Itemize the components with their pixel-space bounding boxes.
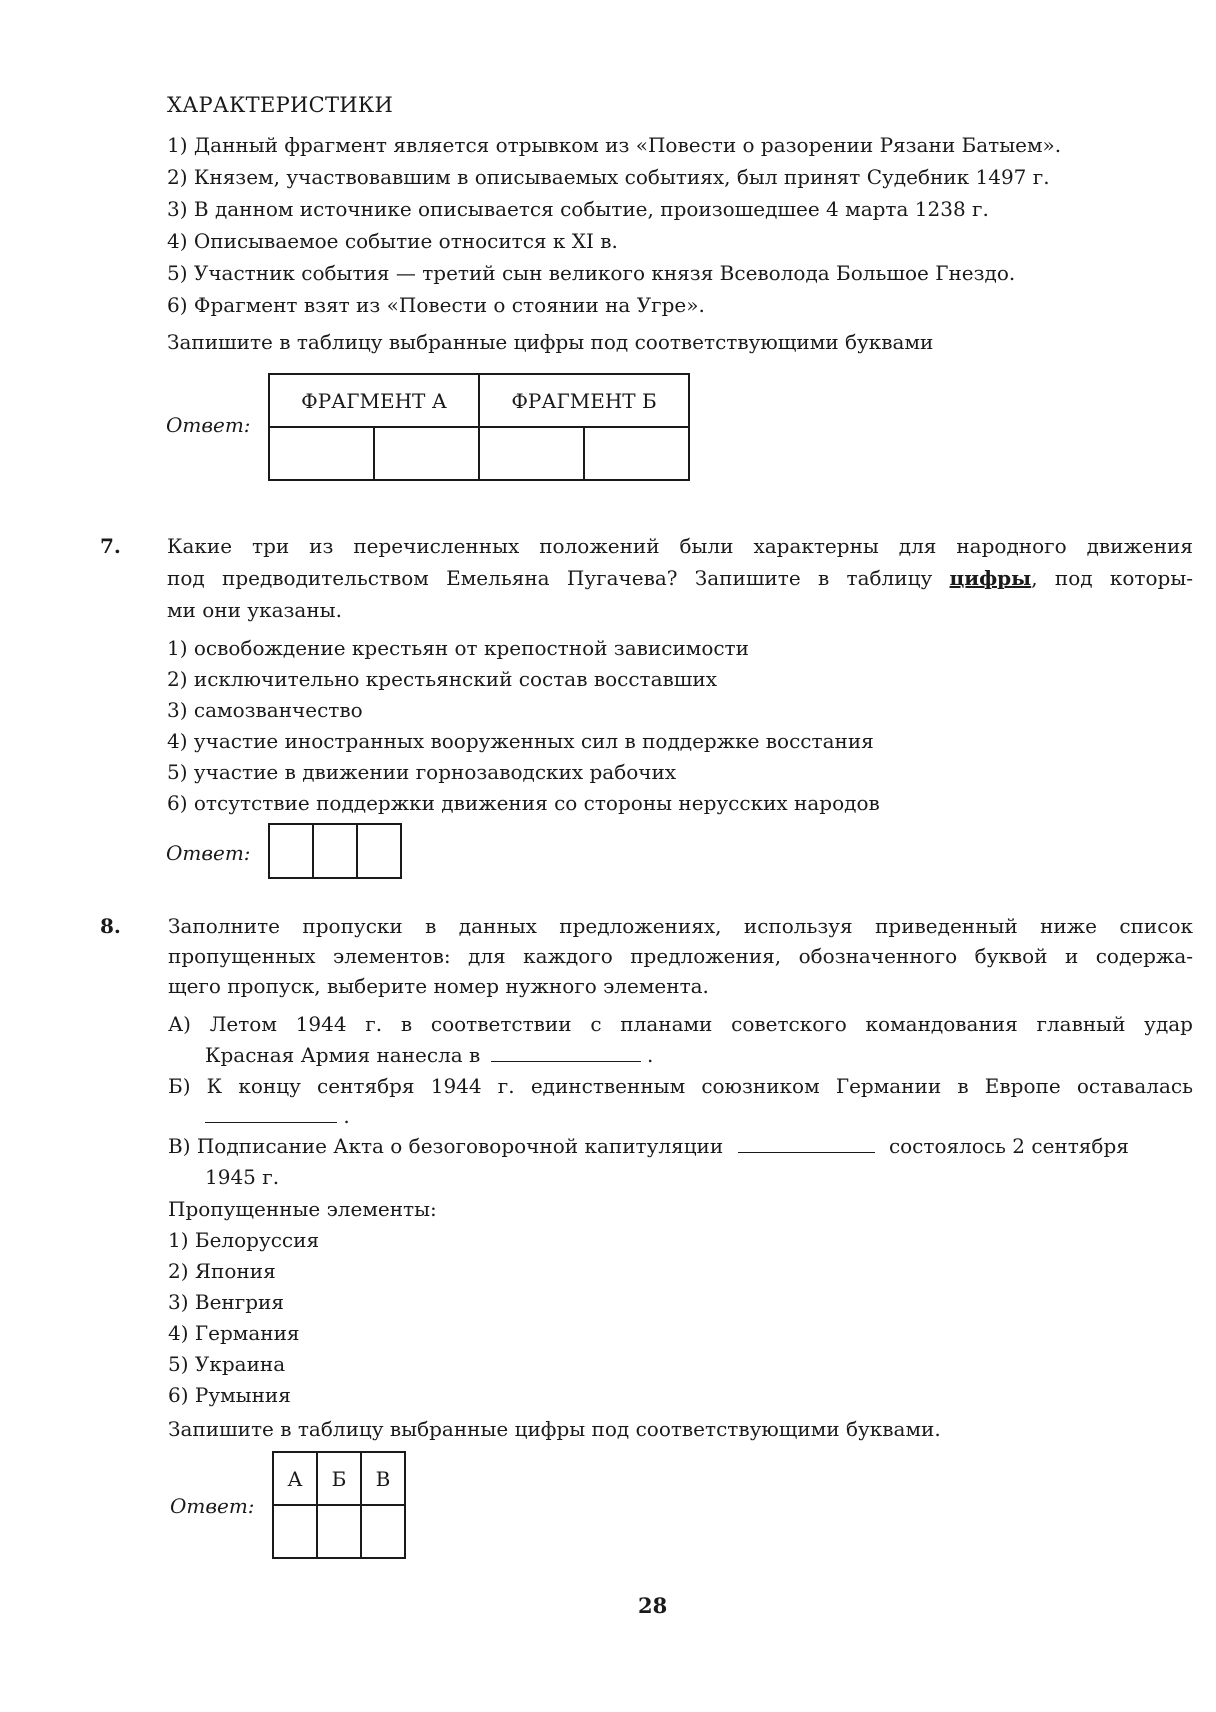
answer-cell[interactable] <box>584 427 689 480</box>
sentence-c <box>168 1131 1193 1161</box>
element-item: 3) Венгрия <box>168 1290 284 1314</box>
intro-line: щего пропуск, выберите номер нужного элемента. <box>168 974 709 998</box>
answer-cell[interactable] <box>374 427 479 480</box>
task8-answer-table <box>272 1451 406 1559</box>
elements-heading: Пропущенные элементы: <box>168 1197 437 1221</box>
answer-cell[interactable] <box>317 1505 361 1558</box>
answer-cell[interactable] <box>269 824 313 878</box>
task8-instruction: Запишите в таблицу выбранные цифры под соответствующими буквами. <box>168 1417 941 1441</box>
column-header-fragment-b: ФРАГМЕНТ Б <box>479 374 689 427</box>
task-number: 8. <box>100 914 121 938</box>
characteristic-item: 6) Фрагмент взят из «Повести о стоянии на Угре». <box>167 293 705 317</box>
option-item: 2) исключительно крестьянский состав восставших <box>167 667 717 691</box>
blank-c <box>738 1132 875 1153</box>
page-number: 28 <box>638 1593 668 1618</box>
option-item: 6) отсутствие поддержки движения со стороны нерусских народов <box>167 791 880 815</box>
characteristic-item: 4) Описываемое событие относится к XI в. <box>167 229 618 253</box>
characteristic-item: 3) В данном источнике описывается событие, произошедшее 4 марта 1238 г. <box>167 197 989 221</box>
emphasis-digits: цифры <box>949 566 1032 590</box>
task-number: 7. <box>100 534 121 558</box>
sentence-text: Красная Армия нанесла в <box>205 1043 481 1067</box>
element-item: 5) Украина <box>168 1352 286 1376</box>
answer-cell[interactable] <box>357 824 401 878</box>
blank-a <box>491 1041 641 1062</box>
option-item: 1) освобождение крестьян от крепостной зависимости <box>167 636 749 660</box>
sentence-c-continuation: 1945 г. <box>205 1165 280 1189</box>
element-item: 1) Белоруссия <box>168 1228 320 1252</box>
characteristic-item: 2) Князем, участвовавшим в описываемых событиях, был принят Судебник 1497 г. <box>167 165 1050 189</box>
answer-cell[interactable] <box>273 1505 317 1558</box>
column-header-fragment-a: ФРАГМЕНТ А <box>269 374 479 427</box>
column-header-b: Б <box>317 1452 361 1505</box>
option-item: 3) самозванчество <box>167 698 363 722</box>
sentence-text: состоялось 2 сентября <box>888 1134 1129 1158</box>
characteristic-item: 5) Участник события — третий сын великого князя Всеволода Большое Гнездо. <box>167 261 1016 285</box>
element-item: 6) Румыния <box>168 1383 291 1407</box>
characteristic-item: 1) Данный фрагмент является отрывком из «Повести о разорении Рязани Батыем». <box>167 133 1062 157</box>
sentence-a-continuation: Красная Армия нанесла в . <box>205 1043 654 1067</box>
characteristics-instruction: Запишите в таблицу выбранные цифры под соответствующими буквами <box>167 330 934 354</box>
question-line: ми они указаны. <box>167 598 342 622</box>
column-header-a: А <box>273 1452 317 1505</box>
intro-line: Заполните пропуски в данных предложениях, используя приведенный ниже список <box>168 914 1193 938</box>
fragments-answer-table <box>268 373 690 481</box>
question-text: , под которы- <box>1031 566 1193 590</box>
question-line <box>167 563 1193 593</box>
answer-cell[interactable] <box>361 1505 405 1558</box>
question-line: Какие три из перечисленных положений были характерны для народного движения <box>167 534 1193 558</box>
characteristics-heading: ХАРАКТЕРИСТИКИ <box>167 93 394 117</box>
answer-label: Ответ: <box>170 1494 255 1518</box>
answer-cell[interactable] <box>269 427 374 480</box>
question-text: под предводительством Емельяна Пугачева? Запишите в таблицу <box>167 566 950 590</box>
answer-label: Ответ: <box>166 413 251 437</box>
intro-line: пропущенных элементов: для каждого предложения, обозначенного буквой и содержа- <box>168 944 1193 968</box>
option-item: 5) участие в движении горнозаводских рабочих <box>167 760 677 784</box>
sentence-text: В) Подписание Акта о безоговорочной капитуляции <box>168 1134 724 1158</box>
element-item: 2) Япония <box>168 1259 276 1283</box>
column-header-v: В <box>361 1452 405 1505</box>
element-item: 4) Германия <box>168 1321 300 1345</box>
option-item: 4) участие иностранных вооруженных сил в поддержке восстания <box>167 729 874 753</box>
answer-cell[interactable] <box>313 824 357 878</box>
answer-label: Ответ: <box>166 841 251 865</box>
answer-cell[interactable] <box>479 427 584 480</box>
task7-answer-table <box>268 823 402 879</box>
sentence-b: Б) К концу сентября 1944 г. единственным союзником Германии в Европе оставалась <box>168 1074 1193 1098</box>
sentence-a: А) Летом 1944 г. в соответствии с планами советского командования главный удар <box>168 1012 1193 1036</box>
blank-b <box>205 1102 337 1123</box>
sentence-b-continuation: . <box>205 1101 350 1131</box>
